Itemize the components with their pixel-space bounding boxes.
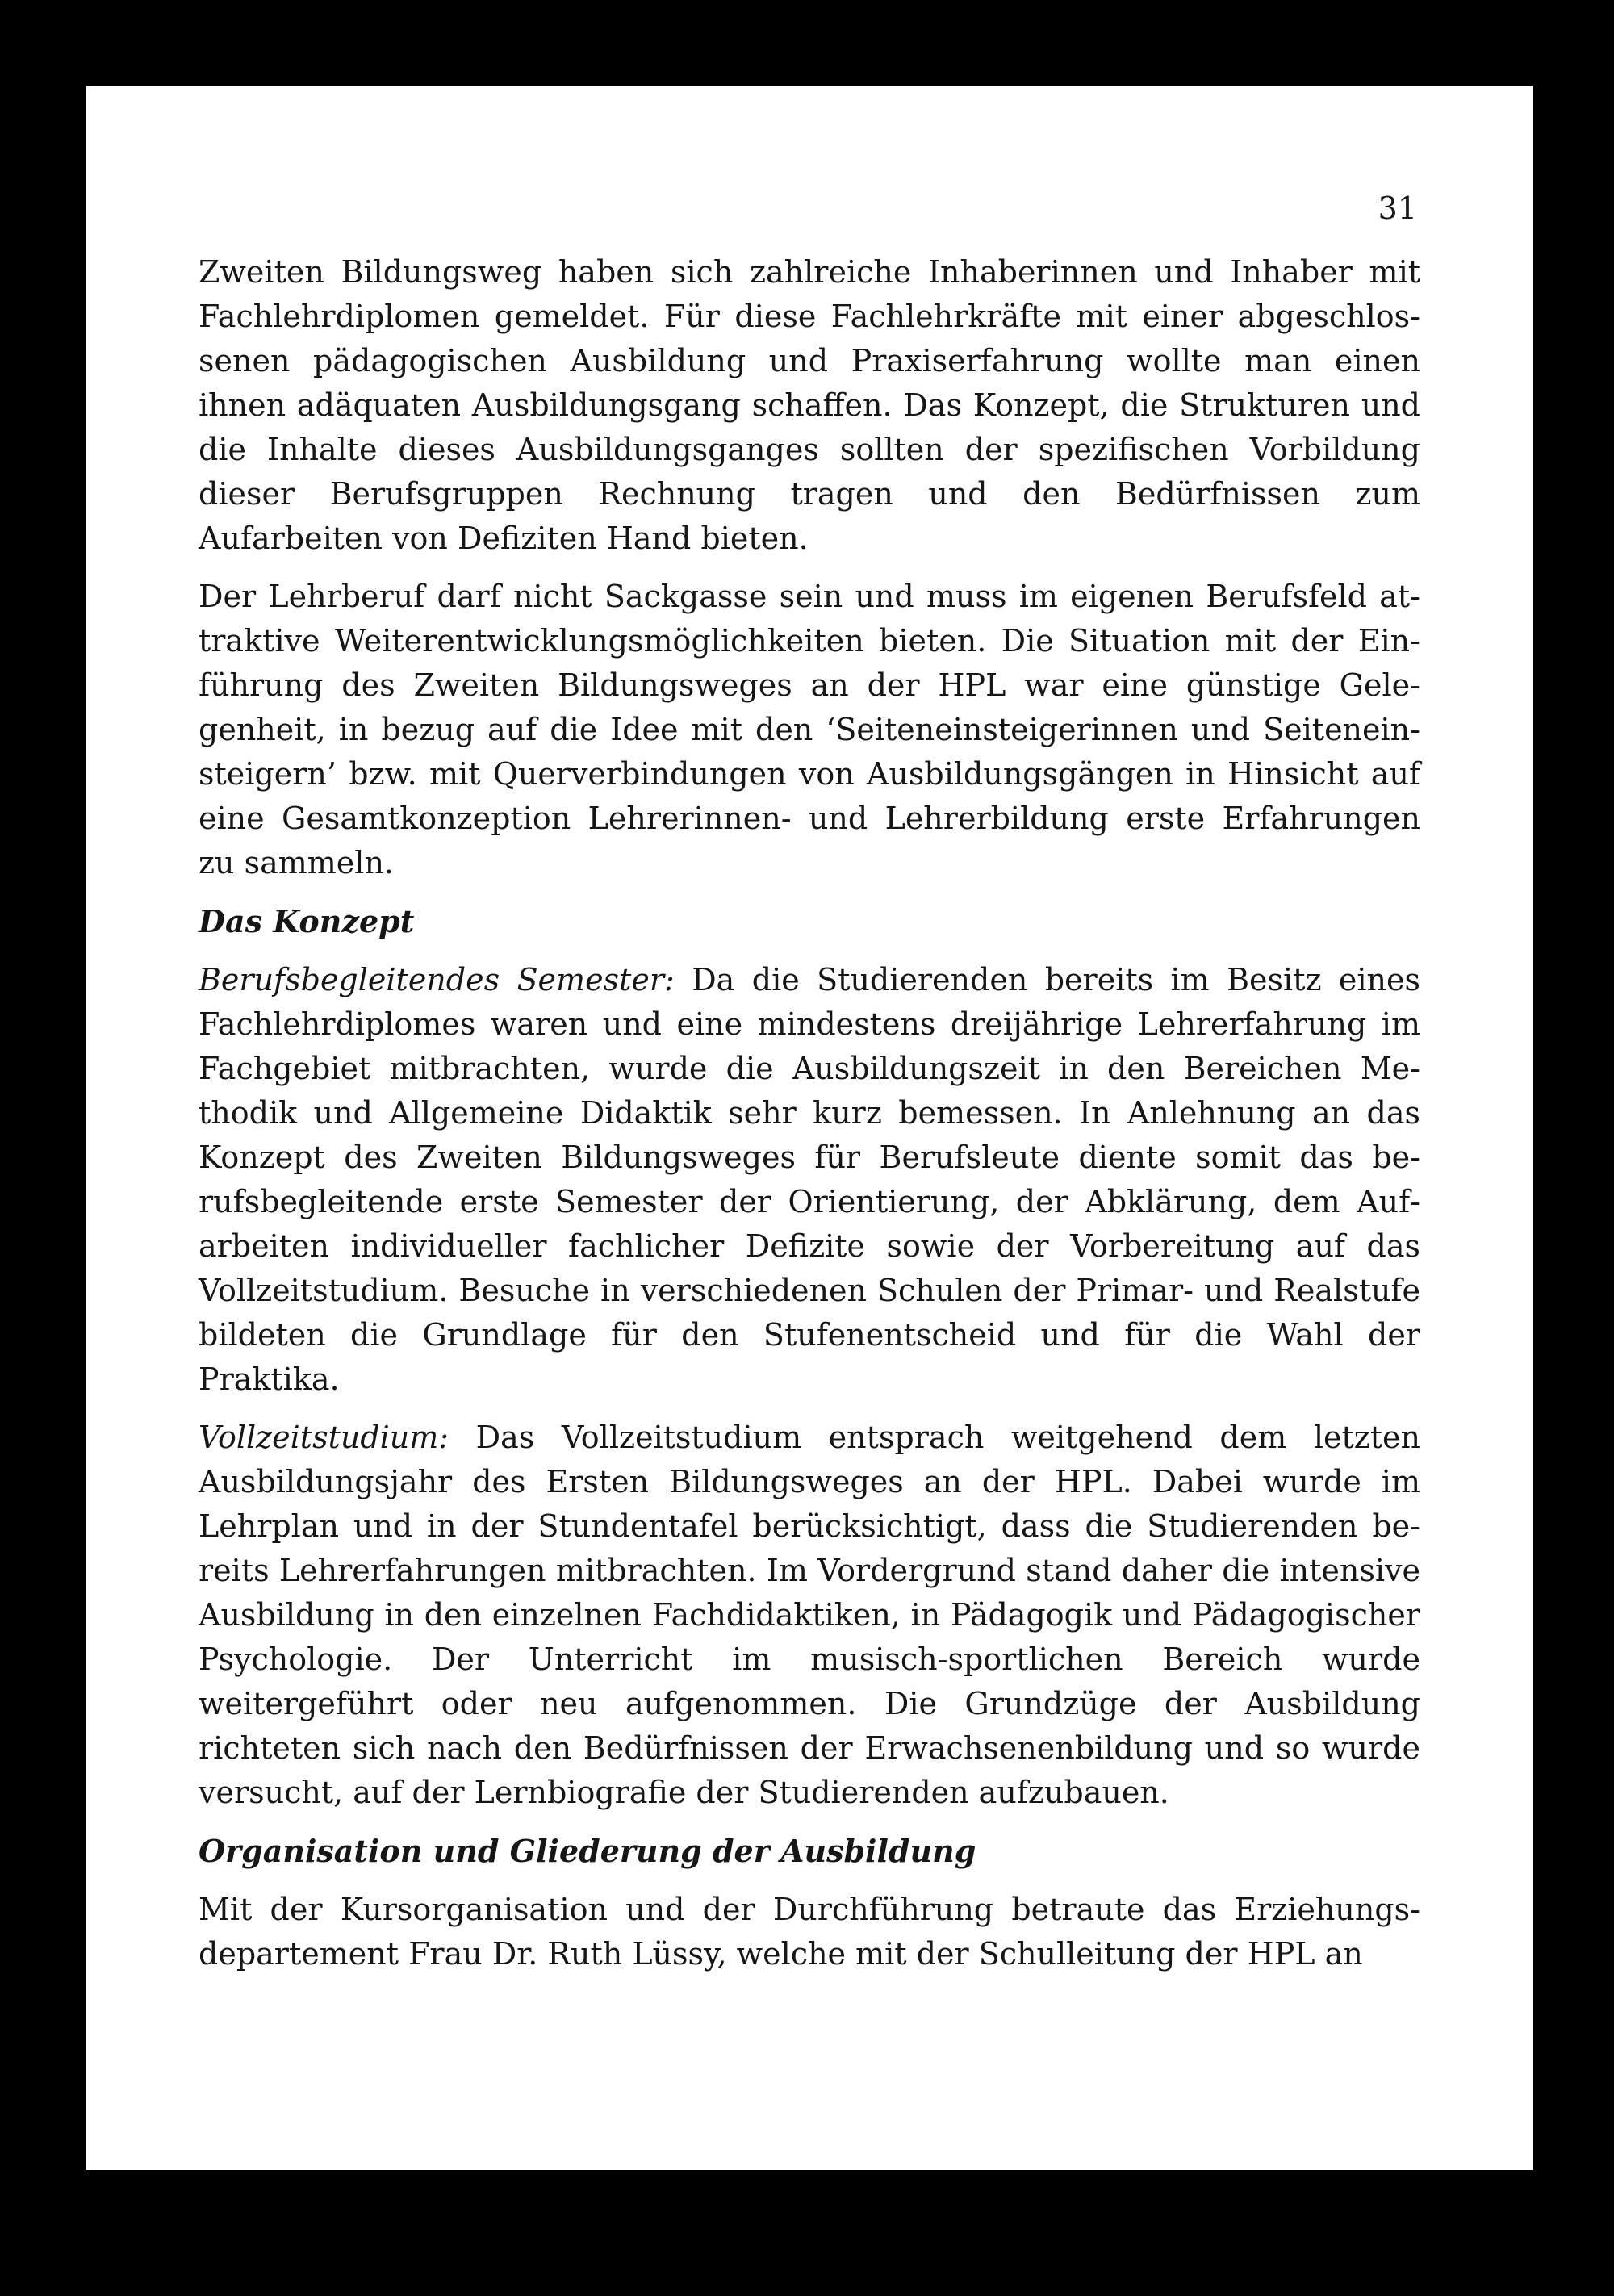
paragraph-4 xyxy=(199,1416,1420,1815)
page-number: 31 xyxy=(1378,190,1417,226)
heading-das-konzept: Das Konzept xyxy=(199,903,415,939)
heading-organisation: Organisation und Gliederung der Ausbildung xyxy=(199,1833,976,1869)
paragraph-3-body: Da die Studierenden bereits im Besitz eines Fachlehrdiplomes waren und eine mindestens dreijährige Lehrerfahrung im Fachgebiet mitbrachten, wurde die Ausbildungszeit in den Bereichen Methodik und Allgemeine Didaktik sehr kurz bemessen. In Anlehnung an das Konzept des Zweiten Bildungsweges für Berufsleute diente somit das berufsbegleitende erste Semester der Orientierung, der Abklärung, dem Aufarbeiten individueller fachlicher Defizite sowie der Vorbereitung auf das Vollzeitstudium. Besuche in verschiedenen Schulen der Primar- und Realstufe bildeten die Grundlage für den Stufenentscheid und für die Wahl der Praktika. xyxy=(199,962,1421,1397)
paragraph-4-lead: Vollzeitstudium: xyxy=(199,1420,449,1455)
paragraph-2: Der Lehrberuf darf nicht Sackgasse sein und muss im eigenen Berufsfeld attraktive Weiterentwicklungsmöglichkeiten bieten. Die Situation mit der Einführung des Zweiten Bildungsweges an der HPL war eine günstige Gelegenheit, in bezug auf die Idee mit den ‘Seiteneinsteigerinnen und Seiteneinsteigern’ bzw. mit Querverbindungen von Ausbildungsgängen in Hinsicht auf eine Gesamtkonzeption Lehrerinnen- und Lehrerbildung erste Erfahrungen zu sammeln. xyxy=(199,579,1420,880)
paragraph-3 xyxy=(199,958,1420,1402)
document-page xyxy=(86,86,1533,2170)
body-text xyxy=(199,250,1420,1990)
paragraph-5: Mit der Kursorganisation und der Durchführung betraute das Erziehungsdepartement Frau Dr. Ruth Lüssy, welche mit der Schulleitung der HPL an xyxy=(199,1892,1420,1972)
paragraph-3-lead: Berufsbegleitendes Semester: xyxy=(199,962,675,997)
paragraph-4-body: Das Vollzeitstudium entsprach weitgehend dem letzten Ausbildungsjahr des Ersten Bildungsweges an der HPL. Dabei wurde im Lehrplan und in der Stundentafel berücksichtigt, dass die Studierenden bereits Lehrerfahrungen mitbrachten. Im Vordergrund stand daher die intensive Ausbildung in den einzelnen Fachdidaktiken, in Pädagogik und Pädagogischer Psychologie. Der Unterricht im musisch-sportlichen Bereich wurde weitergeführt oder neu aufgenommen. Die Grundzüge der Ausbildung richteten sich nach den Bedürfnissen der Erwachsenenbildung und so wurde versucht, auf der Lernbiografie der Studierenden aufzubauen. xyxy=(199,1420,1420,1810)
paragraph-1: Zweiten Bildungsweg haben sich zahlreiche Inhaberinnen und Inhaber mit Fachlehrdiplomen gemeldet. Für diese Fachlehrkräfte mit einer abgeschlossenen pädagogischen Ausbildung und Praxiserfahrung wollte man einen ihnen adäquaten Ausbildungsgang schaffen. Das Konzept, die Strukturen und die Inhalte dieses Ausbildungsganges sollten der spezifischen Vorbildung dieser Berufsgruppen Rechnung tragen und den Bedürfnissen zum Aufarbeiten von Defiziten Hand bieten. xyxy=(199,254,1420,556)
